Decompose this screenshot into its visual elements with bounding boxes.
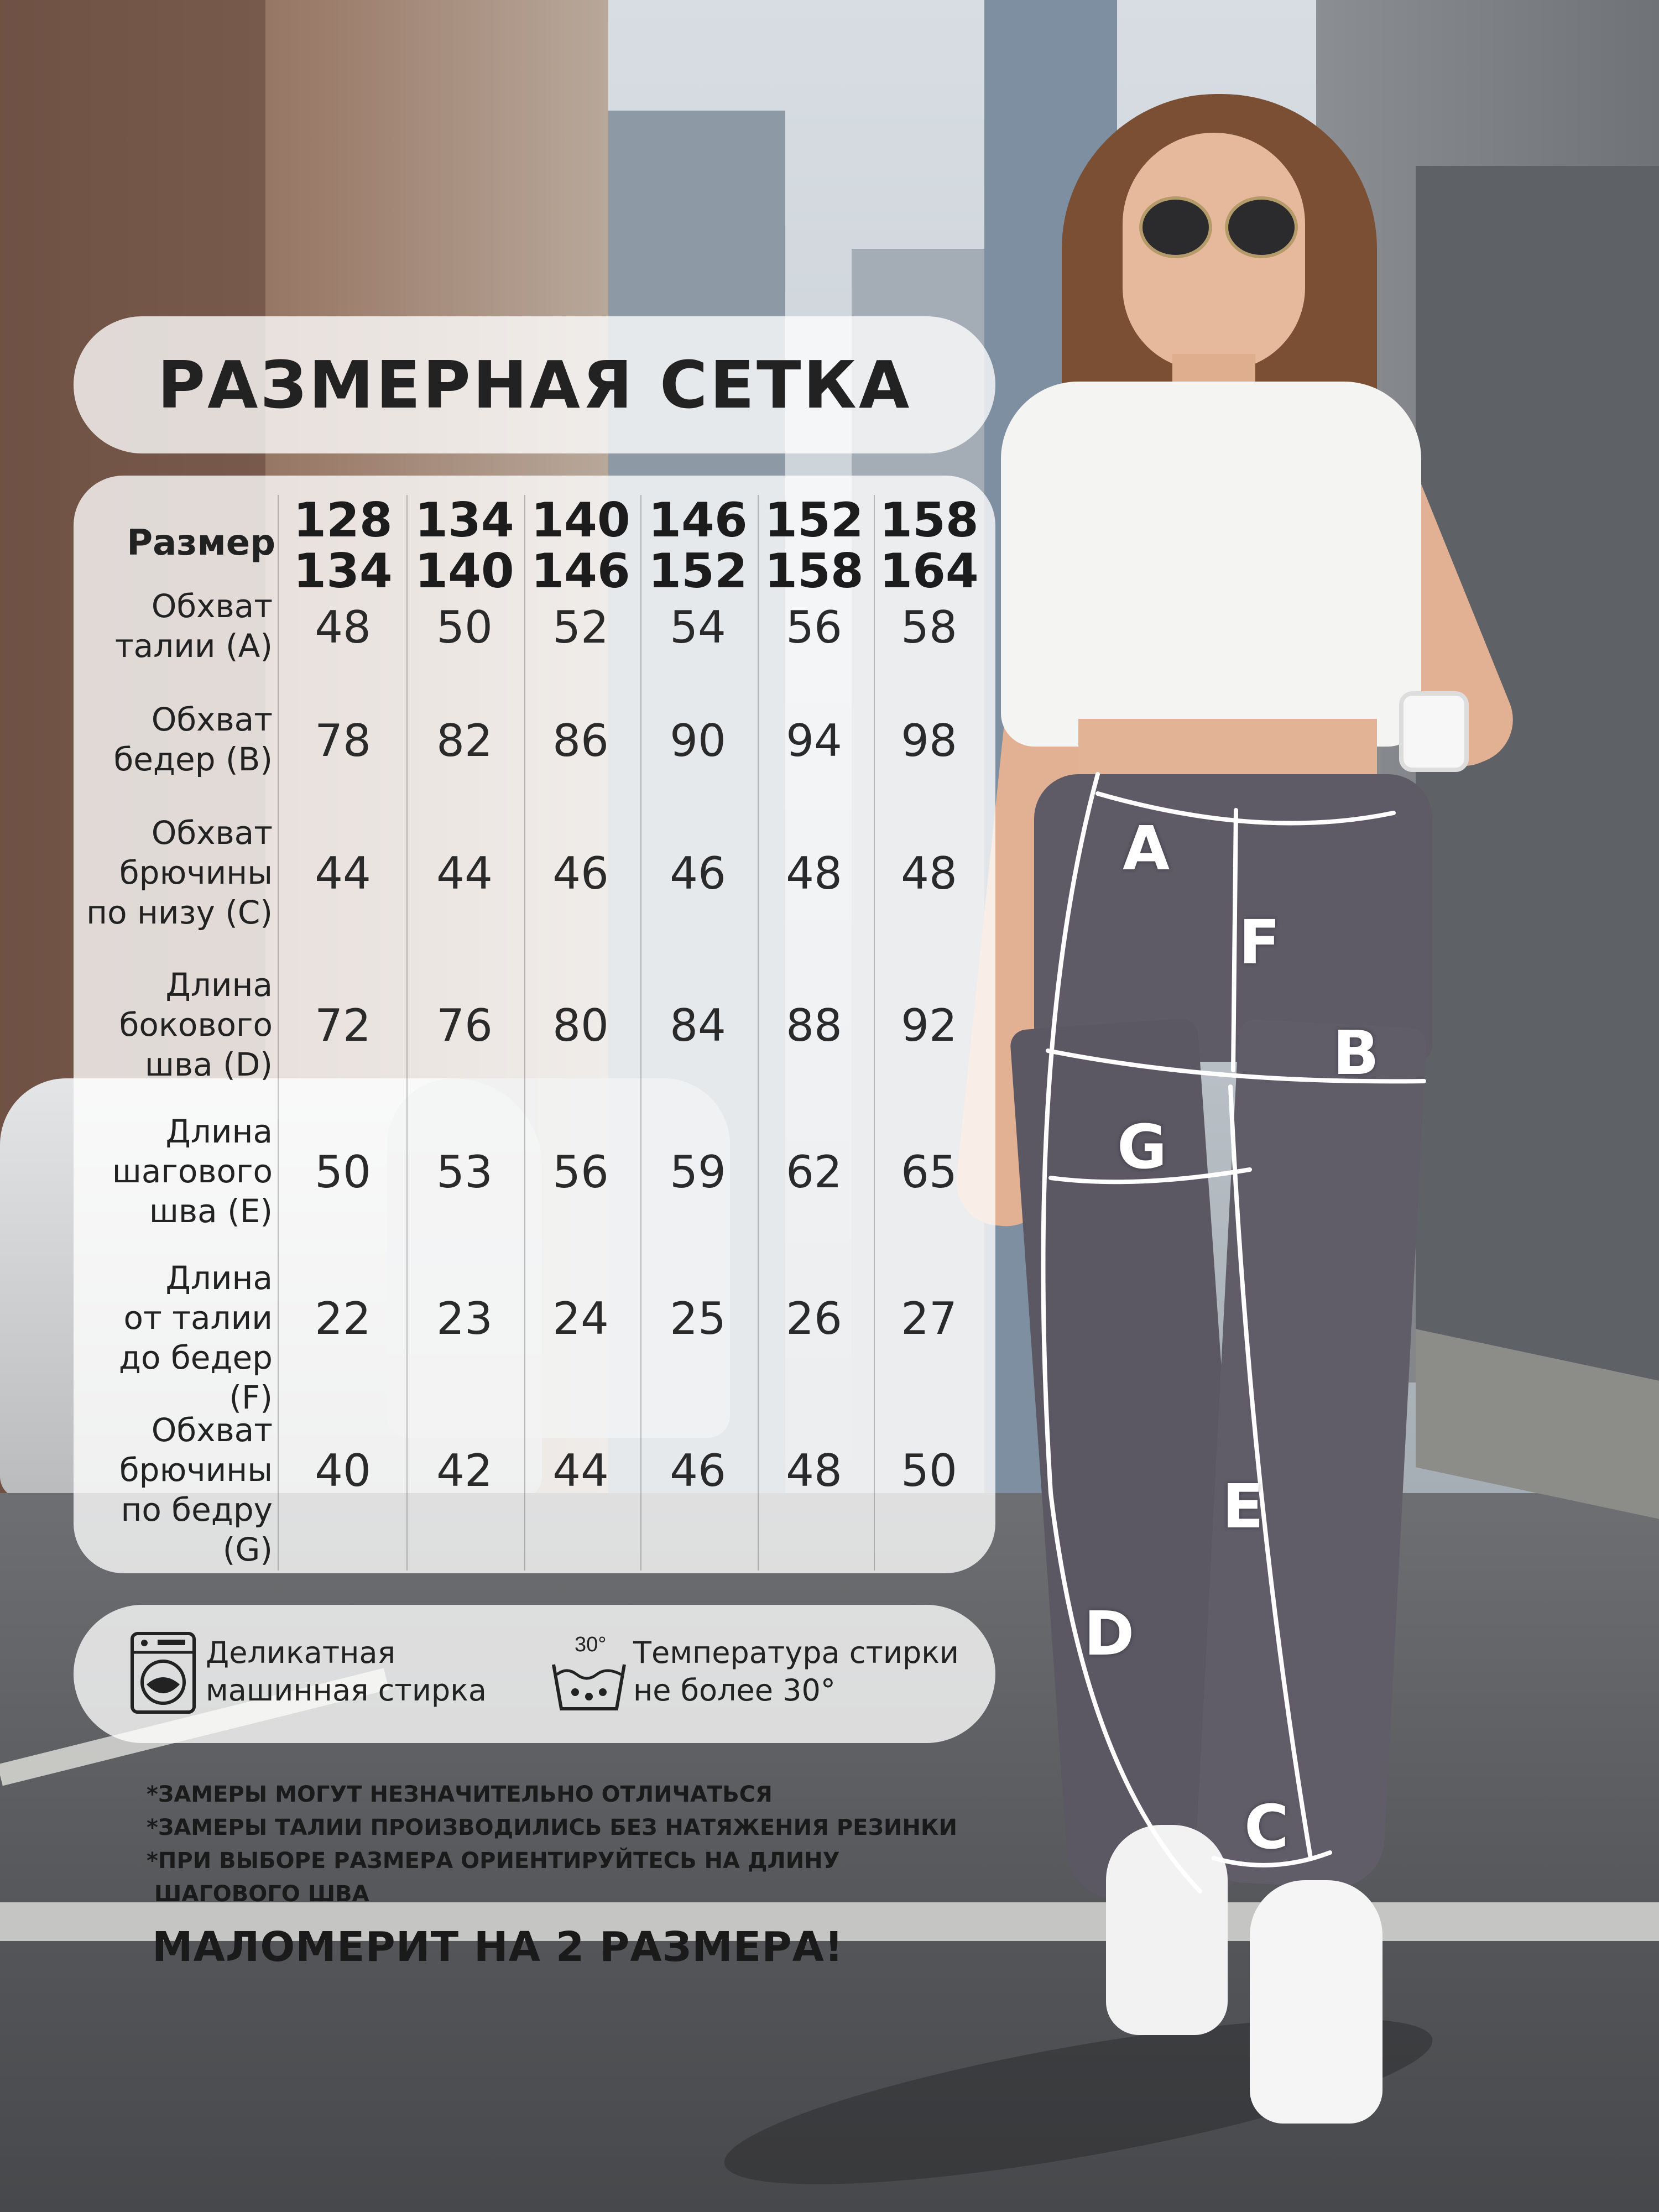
size-warning: МАЛОМЕРИТ НА 2 РАЗМЕРА! xyxy=(152,1923,844,1971)
table-cell: 25 xyxy=(670,1293,726,1344)
measurement-label-line: Обхват xyxy=(151,814,273,852)
table-cell: 98 xyxy=(901,715,957,766)
marker-F: F xyxy=(1239,907,1281,978)
size-column-header xyxy=(523,495,639,597)
table-cell: 62 xyxy=(786,1146,842,1198)
table-cell: 82 xyxy=(436,715,493,766)
marker-B: B xyxy=(1333,1018,1379,1088)
size-height-to: 146 xyxy=(531,544,630,599)
table-cell: 50 xyxy=(436,602,493,653)
table-cell: 86 xyxy=(552,715,609,766)
measurement-label-line: шва (D) xyxy=(144,1046,273,1083)
size-column-header xyxy=(871,495,987,597)
wash-care-line: Деликатная xyxy=(206,1635,396,1670)
measurement-label-line: бедер (B) xyxy=(113,740,273,778)
size-height-to: 164 xyxy=(879,544,979,599)
measurement-label-line: Длина xyxy=(165,966,273,1004)
size-column-header xyxy=(406,495,523,597)
marker-E: E xyxy=(1222,1471,1264,1542)
size-height-to: 152 xyxy=(648,544,748,599)
wash-30-icon xyxy=(550,1631,628,1714)
table-cell: 23 xyxy=(436,1293,493,1344)
measurement-label xyxy=(74,965,273,1084)
measurement-label-line: брючины xyxy=(119,854,273,891)
table-cell: 26 xyxy=(786,1293,842,1344)
measurement-label xyxy=(74,700,273,779)
wash-care-text xyxy=(206,1634,487,1709)
size-height-to: 134 xyxy=(293,544,393,599)
size-height-from: 152 xyxy=(764,493,864,548)
temp-care-line: не более 30° xyxy=(633,1673,836,1708)
washing-machine-icon xyxy=(130,1631,196,1714)
table-cell: 46 xyxy=(552,848,609,899)
table-cell: 44 xyxy=(315,848,371,899)
size-column-header xyxy=(285,495,401,597)
table-cell: 65 xyxy=(901,1146,957,1198)
note-line: *ЗАМЕРЫ МОГУТ НЕЗНАЧИТЕЛЬНО ОТЛИЧАТЬСЯ xyxy=(147,1782,773,1807)
table-cell: 54 xyxy=(670,602,726,653)
measurement-label-line: талии (A) xyxy=(114,627,273,665)
table-cell: 50 xyxy=(901,1445,957,1496)
measurement-label-line: брючины xyxy=(119,1451,273,1489)
table-cell: 24 xyxy=(552,1293,609,1344)
marker-D: D xyxy=(1084,1598,1135,1669)
table-cell: 90 xyxy=(670,715,726,766)
table-cell: 44 xyxy=(436,848,493,899)
table-cell: 94 xyxy=(786,715,842,766)
marker-G: G xyxy=(1117,1112,1167,1182)
table-cell: 53 xyxy=(436,1146,493,1198)
temp-care-text xyxy=(633,1634,959,1709)
measurement-label-line: шва (E) xyxy=(149,1192,273,1230)
size-height-from: 158 xyxy=(879,493,979,548)
table-cell: 22 xyxy=(315,1293,371,1344)
table-cell: 78 xyxy=(315,715,371,766)
table-cell: 59 xyxy=(670,1146,726,1198)
size-height-to: 140 xyxy=(415,544,514,599)
table-cell: 42 xyxy=(436,1445,493,1496)
measurement-label-line: бокового xyxy=(119,1006,273,1044)
table-cell: 48 xyxy=(786,1445,842,1496)
table-cell: 58 xyxy=(901,602,957,653)
table-cell: 88 xyxy=(786,1000,842,1051)
measurement-label-line: Длина xyxy=(165,1113,273,1150)
table-cell: 48 xyxy=(315,602,371,653)
note-line: *ПРИ ВЫБОРЕ РАЗМЕРА ОРИЕНТИРУЙТЕСЬ НА ДЛИНУ xyxy=(147,1848,840,1874)
measurement-label-line: по бедру (G) xyxy=(121,1491,273,1568)
size-height-from: 140 xyxy=(531,493,630,548)
table-cell: 46 xyxy=(670,1445,726,1496)
measurement-label-line: Обхват xyxy=(151,1411,273,1449)
measurement-label xyxy=(74,1410,273,1569)
marker-A: A xyxy=(1123,813,1170,884)
table-cell: 27 xyxy=(901,1293,957,1344)
note-line: ШАГОВОГО ШВА xyxy=(147,1881,369,1907)
table-cell: 48 xyxy=(786,848,842,899)
measurement-label-line: до бедер (F) xyxy=(118,1339,273,1416)
marker-C: C xyxy=(1244,1792,1289,1863)
wash-temp-label: 30° xyxy=(575,1633,607,1656)
wash-care-line: машинная стирка xyxy=(206,1673,487,1708)
measurement-label xyxy=(74,1258,273,1417)
measurement-label-line: Обхват xyxy=(151,701,273,738)
table-cell: 56 xyxy=(786,602,842,653)
measurement-label xyxy=(74,813,273,932)
column-divider xyxy=(278,495,279,1571)
table-cell: 80 xyxy=(552,1000,609,1051)
table-cell: 76 xyxy=(436,1000,493,1051)
table-cell: 92 xyxy=(901,1000,957,1051)
table-cell: 50 xyxy=(315,1146,371,1198)
measurement-label xyxy=(74,1112,273,1231)
size-height-from: 146 xyxy=(648,493,748,548)
measurement-label-line: Обхват xyxy=(151,587,273,625)
size-height-to: 158 xyxy=(764,544,864,599)
table-cell: 52 xyxy=(552,602,609,653)
table-cell: 44 xyxy=(552,1445,609,1496)
measurement-label-line: по низу (C) xyxy=(86,894,273,931)
measurement-label-line: от талии xyxy=(123,1299,273,1337)
table-cell: 84 xyxy=(670,1000,726,1051)
size-column-header xyxy=(756,495,872,597)
title-banner xyxy=(74,316,995,453)
table-cell: 56 xyxy=(552,1146,609,1198)
table-cell: 48 xyxy=(901,848,957,899)
page-title: РАЗМЕРНАЯ СЕТКА xyxy=(157,347,912,423)
note-line: *ЗАМЕРЫ ТАЛИИ ПРОИЗВОДИЛИСЬ БЕЗ НАТЯЖЕНИЯ РЕЗИНКИ xyxy=(147,1815,958,1840)
measurement-label xyxy=(74,586,273,666)
table-cell: 46 xyxy=(670,848,726,899)
temp-care-line: Температура стирки xyxy=(633,1635,959,1670)
size-header-label: Размер xyxy=(127,523,275,564)
measurement-label-line: шагового xyxy=(112,1152,273,1190)
size-height-from: 128 xyxy=(293,493,393,548)
table-cell: 40 xyxy=(315,1445,371,1496)
size-column-header xyxy=(640,495,756,597)
measurement-label-line: Длина xyxy=(165,1259,273,1297)
notes xyxy=(147,1778,957,1911)
table-cell: 72 xyxy=(315,1000,371,1051)
size-height-from: 134 xyxy=(415,493,514,548)
